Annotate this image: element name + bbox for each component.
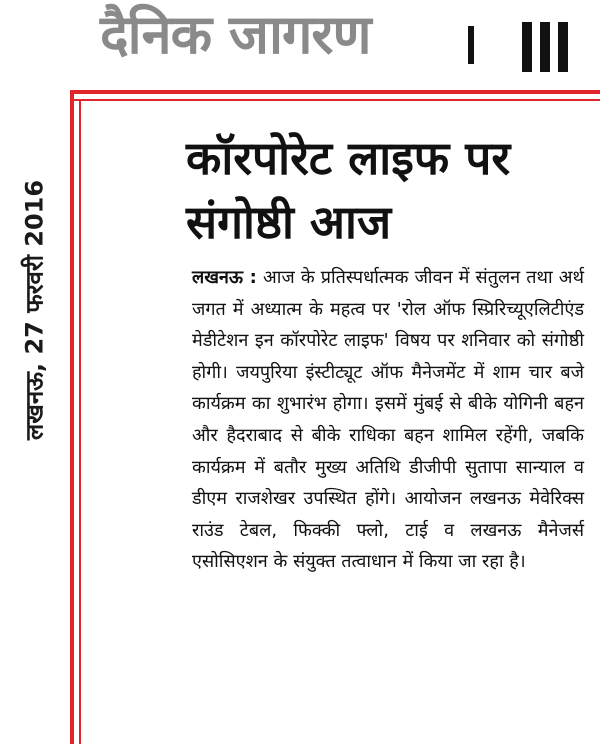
side-rule-thin — [79, 99, 81, 744]
article-body — [192, 262, 584, 578]
article-place: लखनऊ : — [192, 267, 257, 288]
page-marker-bar — [540, 22, 550, 72]
header-rule-thin — [70, 99, 600, 101]
masthead-separator — [468, 26, 474, 64]
dateline-text: लखनऊ, 27 फरवरी 2016 — [20, 179, 49, 441]
side-rule — [70, 90, 74, 744]
page-marker-bar — [522, 22, 532, 72]
dateline — [14, 179, 54, 441]
article-headline: कॉरपोरेट लाइफ पर संगोष्ठी आज — [186, 131, 511, 249]
page-marker — [522, 22, 568, 72]
page-marker-bar — [558, 22, 568, 72]
article-body-text: आज के प्रतिस्पर्धात्मक जीवन में संतुलन तथा अर्थ जगत में अध्यात्म के महत्व पर 'रोल ऑफ स्प्रिरिच्यूएलिटीएंड मेडीटेशन इन कॉरपोरेट लाइफ' विषय पर शनिवार को संगोष्ठी होगी। जयपुरिया इंस्टीट्यूट ऑफ मैनेजमेंट में शाम चार बजे कार्यक्रम का शुभारंभ होगा। इसमें मुंबई से बीके योगिनी बहन और हैदराबाद से बीके राधिका बहन शामिल रहेंगी, जबकि कार्यक्रम में बतौर मुख्य अतिथि डीजीपी सुतापा सान्याल व डीएम राजशेखर उपस्थित होंगे। आयोजन लखनऊ मेवेरिक्स राउंड टेबल, फिक्की फ्लो, टाई व लखनऊ मैनेजर्स एसोसिएशन के संयुक्त तत्वाधान में किया जा रहा है। — [192, 267, 584, 573]
newspaper-masthead: दैनिक जागरण — [100, 3, 371, 66]
header-rule — [70, 90, 600, 94]
